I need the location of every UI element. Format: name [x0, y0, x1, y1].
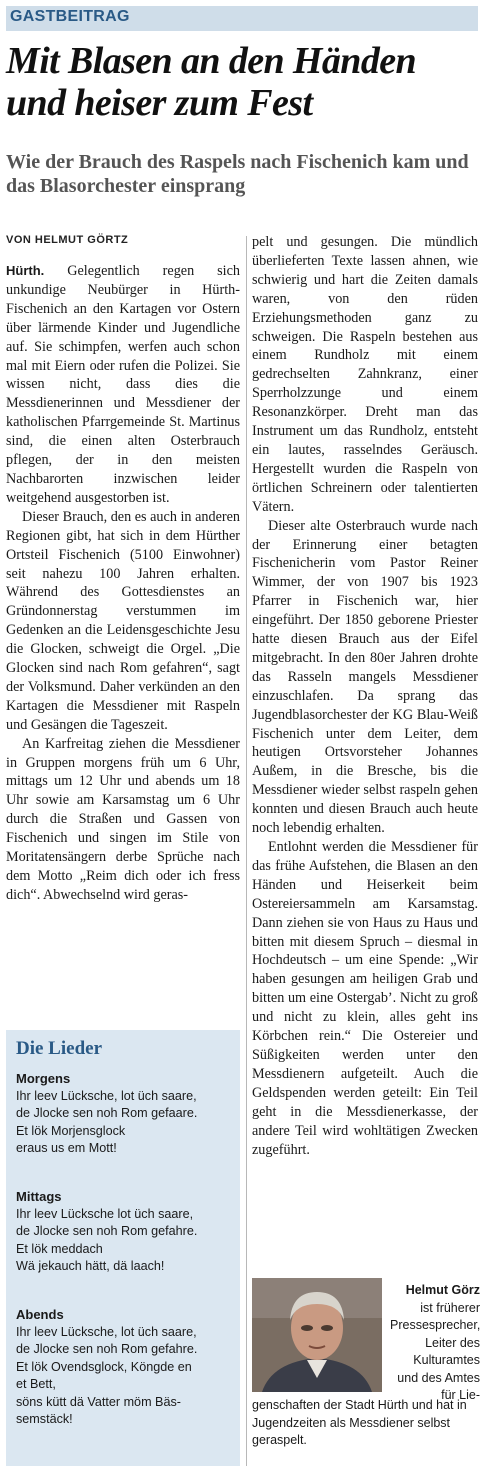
headline: Mit Blasen an den Händen und heiser zum Fest	[6, 40, 417, 124]
verse-line: Et lök Morjensglock	[16, 1123, 126, 1138]
paragraph: Entlohnt werden die Messdiener für das frühe Aufstehen, die Blasen an den Händen und Heiserkeit beim Ostereiersammeln am Karsamstag. Dann ziehen sie von Haus zu Haus und bitten mit diesem Spruch – diesmal in Hochdeutsch – um eine Spende: „Wir haben gesungen am heiligen Grab und bitten um eine Ostergab’. Nicht zu groß und nicht zu klein, alles geht ins Körbchen rein.“ Die Ostereier und Süßigkeiten werden unter den Messdienern aufgeteilt. Auch die Geldspenden werden geteilt: Ein Teil geht in die Messdienerkasse, der andere Teil wird wohltätigen Zwecken zugeführt.	[252, 839, 478, 1158]
paragraph: Dieser alte Osterbrauch wurde nach der Erinnerung einer betagten Fischenicherin vom Pastor Reiner Wimmer, der von 1907 bis 1923 Pfarrer in Fischenich war, hier eingeführt. Der 1850 geborene Priester hatte diesen Brauch aus der Eifel mitgebracht. In den 80er Jahren drohte das Rasseln mangels Messdiener einzuschlafen. Da sprang das Jugendblasorchester der KG Blau-Weiß Fischenich unter dem Leiter, dem heutigen Ortsvorsteher Johannes Außem, in die Bresche, bis die Messdiener wieder selbst raspeln gehen konnten und diesen Brauch auch heute noch lebendig erhalten.	[252, 517, 478, 837]
verse-title: Mittags	[16, 1189, 62, 1204]
paragraph: pelt und gesungen. Die mündlich überlieferten Texte lassen ahnen, wie schwierig und hart die Zeiten damals waren, von den rüden Erziehungsmethoden ganz zu schweigen. Die Raspeln bestehen aus einem Rundholz mit einem gedrechselten Zahnkranz, einer Sperrholzzunge und einem Resonanzkörper. Dreht man das Instrument um das Rundholz, entsteht ein lautes, rasselndes Geräusch. Hergestellt wurden die Raspeln von örtlichen Schreinern oder talentierten Vätern.	[252, 234, 478, 515]
byline: VON HELMUT GÖRTZ	[6, 234, 129, 246]
lieder-box	[6, 1030, 240, 1466]
verse-line: Ihr leev Lücksche, lot üch saare,	[16, 1088, 197, 1103]
paragraph: An Karfreitag ziehen die Messdiener in Gruppen morgens früh um 6 Uhr, mittags um 12 Uhr und abends um 18 Uhr sowie am Karsamstag um 6 Uhr durch die Straßen und Gassen von Fischenich und singen im Stile von Moritatensängern derbe Sprüche nach dem Motto „Reim dich oder ich fress dich“. Abwechselnd wird geras-	[6, 735, 240, 903]
verse-title: Abends	[16, 1307, 64, 1322]
verse-abends	[16, 1306, 236, 1429]
verse-line: Ihr leev Lücksche, lot üch saare,	[16, 1324, 197, 1339]
author-name: Helmut Görz	[405, 1283, 480, 1297]
verse-morgens	[16, 1070, 236, 1158]
column-divider	[246, 236, 247, 1466]
kicker-bar	[6, 6, 478, 31]
verse-mittags	[16, 1188, 236, 1276]
lieder-title: Die Lieder	[16, 1038, 103, 1059]
verse-line: de Jlocke sen noh Rom gefahre.	[16, 1224, 198, 1238]
author-bio-bottom: genschaften der Stadt Hürth und hat in Jugendzeiten als Messdiener selbst geraspelt.	[252, 1398, 467, 1447]
verse-line: Ihr leev Lücksche lot üch saare,	[16, 1206, 194, 1221]
paragraph: Hürth. Gelegentlich regen sich unkundige Neubürger in Hürth-Fischenich an den Kartagen vor Ostern über lärmende Kinder und Jugendliche auf. Sie schimpfen, werfen auch schon mal mit Eiern oder rufen die Polizei. Sie wissen nicht, dass dies die Messdienerinnen und Messdiener der katholischen Pfarrgemeinde St. Martinus sind, die einen alten Osterbrauch pflegen, der in den meisten Nachbarorten inzwischen leider weitgehend ausgestorben ist.	[6, 263, 240, 506]
paragraph: Dieser Brauch, den es auch in anderen Regionen gibt, hat sich in dem Hürther Ortsteil Fischenich (5100 Einwohner) seit nahezu 100 Jahren erhalten. Während des Gottesdienstes an Gründonnerstag verstummen im Gedenken an die Leidensgeschichte Jesu die Glocken, schweigt die Orgel. „Die Glocken sind nach Rom gefahren“, sagt der Volksmund. Daher verkünden an den Kartagen die Messdiener mit Raspeln und Gesängen die Tageszeit.	[6, 508, 240, 733]
author-bio-top	[390, 1282, 480, 1405]
article-column-1	[6, 262, 240, 905]
article-column-2	[252, 233, 478, 1159]
author-bio-text: ist früherer Pressesprecher, Leiter des Kulturamtes und des Amtes für Lie-	[390, 1300, 481, 1402]
subheadline: Wie der Brauch des Raspels nach Fischenich kam und das Blasorchester einsprang	[6, 151, 469, 197]
verse-line: de Jlocke sen noh Rom gefaare.	[16, 1106, 198, 1120]
verse-line: eraus us em Mott!	[16, 1141, 117, 1155]
kicker-label: GASTBEITRAG	[10, 8, 130, 25]
verse-line: Et lök Ovendsglock, Köngde en	[16, 1359, 192, 1374]
verse-line: söns kütt dä Vatter möm Bäs-	[16, 1394, 181, 1409]
verse-line: et Bett,	[16, 1377, 56, 1391]
portrait-image	[252, 1278, 382, 1392]
author-photo	[252, 1278, 382, 1392]
verse-line: semstäck!	[16, 1412, 73, 1426]
verse-line: Et lök meddach	[16, 1241, 103, 1256]
verse-line: Wä jekauch hätt, dä laach!	[16, 1259, 165, 1273]
dateline: Hürth.	[6, 263, 45, 278]
verse-title: Morgens	[16, 1071, 71, 1086]
verse-line: de Jlocke sen noh Rom gefahre.	[16, 1342, 198, 1356]
